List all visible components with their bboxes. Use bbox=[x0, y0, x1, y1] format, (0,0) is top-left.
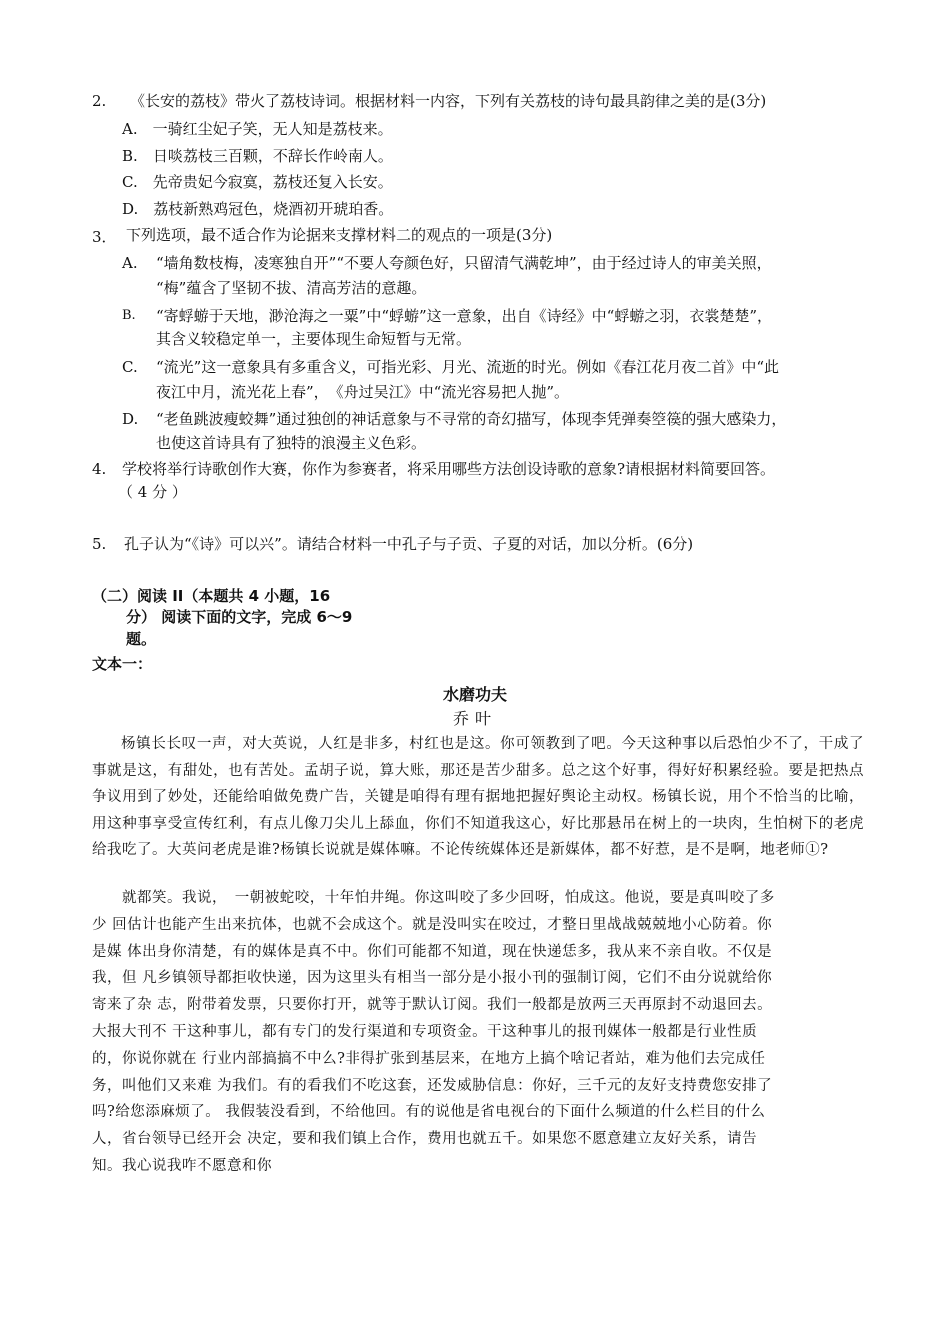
q2-stem: 《长安的荔枝》带火了荔枝诗词。根据材料一内容，下列有关荔枝的诗句最具韵律之美的是(3分) bbox=[130, 92, 767, 110]
q3-option-a-label: A. bbox=[122, 254, 138, 272]
option-label: C. bbox=[122, 173, 138, 191]
q3-option-d-line1: “老鱼跳波瘦蛟舞”通过独创的神话意象与不寻常的奇幻描写，体现李凭弹奏箜篌的强大感染力， bbox=[156, 410, 787, 428]
q2-option-a bbox=[122, 118, 393, 140]
q3-option-b-line1: “寄蜉蝣于天地，渺沧海之一粟”中“蜉蝣”这一意象，出自《诗经》中“蜉蝣之羽，衣裳楚楚”， bbox=[156, 307, 773, 325]
q3-option-a-line1: “墙角数枝梅，凌寒独自开”“不要人夸颜色好，只留清气满乾坤”，由于经过诗人的审美关照， bbox=[156, 254, 772, 272]
q4-line2: （ 4 分 ） bbox=[118, 483, 187, 501]
paragraph-line: 是媒 体出身你清楚，有的媒体是真不中。你们可能都不知道，现在快递恁多，我从来不亲自收。不仅是 bbox=[92, 943, 773, 960]
option-label: D. bbox=[122, 200, 139, 218]
q3-option-c-line1: “流光”这一意象具有多重含义，可指光彩、月光、流逝的时光。例如《春江花月夜二首》中“此 bbox=[156, 358, 780, 376]
q2-option-b bbox=[122, 145, 393, 167]
paragraph-line: 人，省台领导已经开会 决定，要和我们镇上合作，费用也就五千。如果您不愿意建立友好关系，请告 bbox=[92, 1131, 758, 1148]
paragraph-line: 寄来了杂 志，附带着发票，只要你打开，就等于默认订阅。我们一般都是放两三天再原封不动退回去。 bbox=[92, 997, 773, 1014]
q3-option-a-line2: “梅”蕴含了坚韧不拔、清高芳洁的意趣。 bbox=[156, 279, 427, 297]
article-paragraph-2 bbox=[92, 885, 852, 1180]
section-heading-line3: 题。 bbox=[126, 630, 157, 648]
q4-line1: 学校将举行诗歌创作大赛，你作为参赛者，将采用哪些方法创设诗歌的意象?请根据材料简要回答。 bbox=[122, 460, 776, 478]
paragraph-line: 我，但 凡乡镇领导都拒收快递，因为这里头有相当一部分是小报小刊的强制订阅，它们不由分说就给你 bbox=[92, 970, 773, 987]
q3-option-b-label: B. bbox=[122, 308, 136, 323]
option-text: 荔枝新熟鸡冠色，烧酒初开琥珀香。 bbox=[153, 200, 394, 218]
paragraph-line: 就都笑。我说， 一朝被蛇咬，十年怕井绳。你这叫咬了多少回呀，怕成这。他说，要是真叫咬了多 bbox=[92, 890, 775, 906]
q3-option-c-label: C. bbox=[122, 358, 138, 376]
section-heading-line1: （二）阅读 II（本题共 4 小题，16 bbox=[92, 587, 331, 605]
option-label: B. bbox=[122, 147, 138, 165]
q3-stem: 下列选项，最不适合作为论据来支撑材料二的观点的一项是(3分) bbox=[126, 226, 553, 244]
paragraph-line: 务，叫他们又来难 为我们。有的看我们不吃这套，还发威胁信息：你好，三千元的友好支持费您安排了 bbox=[92, 1077, 773, 1094]
q5-text: 孔子认为“《诗》可以兴”。请结合材料一中孔子与子贡、子夏的对话，加以分析。(6分) bbox=[124, 535, 694, 553]
q3-option-d-line2: 也使这首诗具有了独特的浪漫主义色彩。 bbox=[156, 434, 427, 452]
option-text: 一骑红尘妃子笑，无人知是荔枝来。 bbox=[152, 120, 393, 138]
article-title: 水磨功夫 bbox=[442, 685, 507, 704]
paragraph-line: 少 回估计也能产生出来抗体，也就不会成这个。就是没叫实在咬过，才整日里战战兢兢地小心防着。你 bbox=[92, 916, 773, 933]
q2-number: 2. bbox=[92, 92, 107, 110]
q3-number: 3． bbox=[92, 228, 117, 246]
q4-number: 4. bbox=[92, 460, 107, 478]
section-heading-line2: 分） 阅读下面的文字，完成 6～9 bbox=[126, 608, 353, 626]
paragraph-line: 的，你说你就在 行业内部搞搞不中么?非得扩张到基层来，在地方上搞个啥记者站，难为他们去完成任 bbox=[92, 1050, 766, 1067]
option-text: 先帝贵妃今寂寞，荔枝还复入长安。 bbox=[152, 173, 393, 191]
paragraph-line: 吗?给您添麻烦了。 我假装没看到，不给他回。有的说他是省电视台的下面什么频道的什么栏目的什么 bbox=[92, 1104, 766, 1121]
q3-option-d-label: D. bbox=[122, 410, 139, 428]
option-label: A. bbox=[122, 120, 138, 138]
option-text: 日啖荔枝三百颗，不辞长作岭南人。 bbox=[152, 147, 393, 165]
q3-option-c-line2: 夜江中月，流光花上春”， 《舟过吴江》中“流光容易把人抛”。 bbox=[156, 383, 570, 401]
paragraph-line: 知。我心说我咋不愿意和你 bbox=[92, 1157, 272, 1174]
text1-label: 文本一： bbox=[92, 655, 153, 673]
paragraph-line: 大报大刊不 干这种事儿，都有专门的发行渠道和专项资金。干这种事儿的报刊媒体一般都是行业性质 bbox=[92, 1023, 758, 1040]
q2-option-c bbox=[122, 171, 393, 193]
article-paragraph-1: 杨镇长长叹一声，对大英说，人红是非多，村红也是这。你可领教到了吧。今天这种事以后恐怕少不了，干成了事就是这，有甜处，也有苦处。孟胡子说，算大账，那还是苦少甜多。总之这个好事，得好好积累经验。要是把热点争议用到了妙处，还能给咱做免费广告，关键是咱得有理有据地把握好舆论主动权。杨镇长说，用个不恰当的比喻，用这种事享受宣传红利，有点儿像刀尖儿上舔血，你们不知道我这心，好比那悬吊在树上的一块肉，生怕树下的老虎给我吃了。大英问老虎是谁?杨镇长说就是媒体嘛。不论传统媒体还是新媒体，都不好惹，是不是啊，地老师①? bbox=[92, 736, 864, 858]
q2-option-d bbox=[122, 198, 393, 220]
q5-number: 5. bbox=[92, 535, 107, 553]
q3-option-b-line2: 其含义较稳定单一，主要体现生命短暂与无常。 bbox=[156, 330, 472, 348]
article-author: 乔叶 bbox=[452, 709, 497, 728]
